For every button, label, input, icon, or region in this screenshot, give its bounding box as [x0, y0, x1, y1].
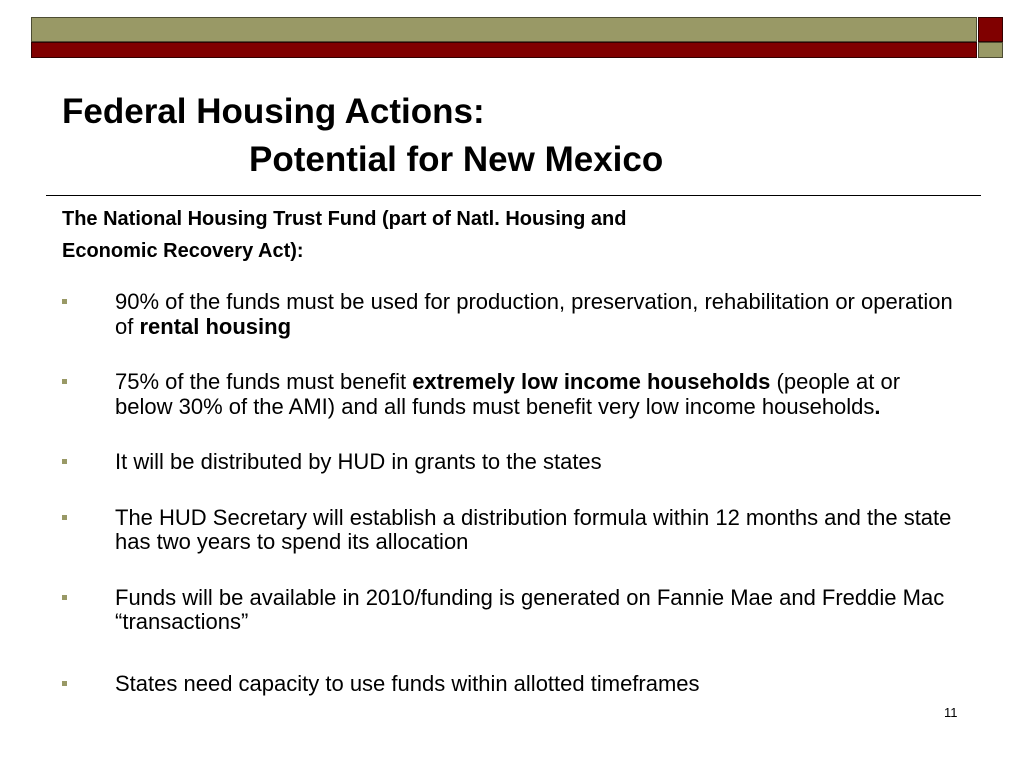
bullet-text: It will be distributed by HUD in grants to the states [115, 449, 602, 474]
title-line-1: Federal Housing Actions: [62, 92, 485, 131]
bullet-text: The HUD Secretary will establish a distribution formula within 12 months and the state has two years to spend its allocation [115, 504, 952, 554]
bullet-square-icon [62, 459, 67, 464]
title-divider [46, 195, 981, 196]
bullet-bold-text: extremely low income households [412, 369, 771, 394]
bullet-bold-text: rental housing [139, 313, 292, 339]
slide-title [62, 88, 663, 184]
bullet-text-after: (people at or below 30% of the AMI) and all funds must benefit very low income households [115, 369, 901, 419]
bullet-item [62, 672, 962, 697]
bullet-square-icon [62, 515, 67, 520]
bullet-item [62, 450, 962, 475]
corner-square-olive [978, 42, 1003, 58]
header-band-maroon [31, 42, 977, 58]
bullet-square-icon [62, 681, 67, 686]
bullet-text: 90% of the funds must be used for production, preservation, rehabilitation or operation of [115, 289, 953, 339]
bullet-item [62, 370, 962, 419]
bullet-list [62, 290, 962, 696]
subheading-line-2: Economic Recovery Act): [62, 240, 304, 262]
bullet-square-icon [62, 595, 67, 600]
bullet-item [62, 506, 962, 555]
bullet-text: 75% of the funds must benefit [115, 369, 413, 394]
corner-square-maroon [978, 17, 1003, 42]
bullet-item [62, 290, 962, 339]
title-line-2: Potential for New Mexico [249, 140, 664, 179]
subheading-line-1: The National Housing Trust Fund (part of Natl. Housing and [62, 208, 627, 230]
header-band-olive [31, 17, 977, 42]
bullet-text: Funds will be available in 2010/funding is generated on Fannie Mae and Freddie Mac “transactions” [115, 584, 945, 634]
bullet-text: States need capacity to use funds within allotted timeframes [115, 670, 700, 696]
bullet-item [62, 586, 962, 635]
bullet-square-icon [62, 299, 67, 304]
bullet-bold-end: . [874, 393, 881, 419]
page-number: 11 [944, 705, 958, 720]
bullet-square-icon [62, 379, 67, 384]
subheading [62, 203, 822, 267]
